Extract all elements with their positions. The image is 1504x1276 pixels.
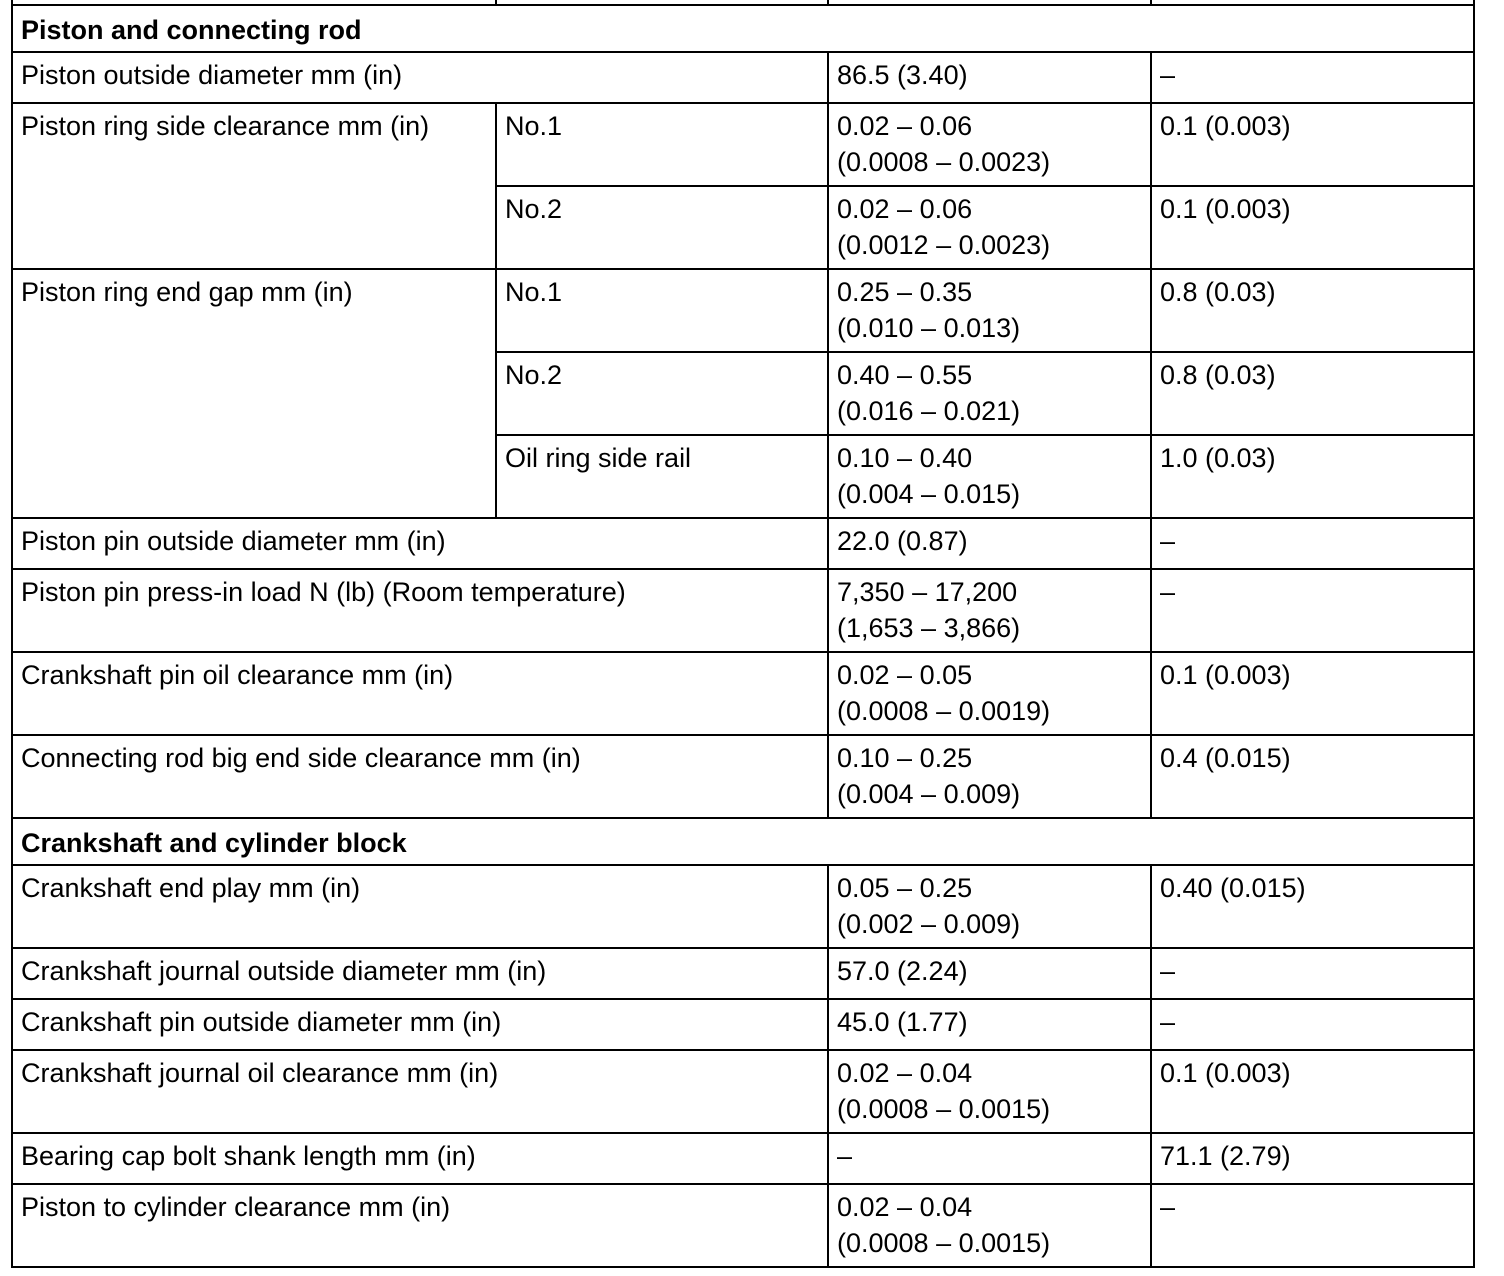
section-header-row [12, 5, 1474, 52]
specification-table [11, 0, 1475, 1268]
section-title: Piston and connecting rod [12, 5, 1474, 52]
standard-value-line: (0.002 – 0.009) [837, 909, 1021, 939]
standard-value-line: (0.004 – 0.015) [837, 479, 1021, 509]
table-row [12, 569, 1474, 652]
limit-value: 0.40 (0.015) [1151, 865, 1474, 948]
item-label: Piston pin outside diameter mm (in) [12, 518, 828, 569]
standard-value [828, 435, 1151, 518]
standard-value-line: 57.0 (2.24) [837, 956, 968, 986]
item-label: Piston pin press-in load N (lb) (Room temperature) [12, 569, 828, 652]
standard-value-line: 86.5 (3.40) [837, 60, 968, 90]
standard-value [828, 52, 1151, 103]
standard-value-line: (0.0008 – 0.0015) [837, 1228, 1051, 1258]
standard-value [828, 999, 1151, 1050]
sub-item-label: No.2 [496, 186, 828, 269]
standard-value-line: – [837, 1141, 853, 1171]
item-label: Crankshaft journal oil clearance mm (in) [12, 1050, 828, 1133]
table-row [12, 652, 1474, 735]
limit-value: 0.1 (0.003) [1151, 652, 1474, 735]
table-row [12, 103, 1474, 186]
sub-item-label: No.1 [496, 269, 828, 352]
standard-value-line: (0.010 – 0.013) [837, 313, 1021, 343]
standard-value-line: 0.40 – 0.55 [837, 360, 973, 390]
standard-value-line: 0.10 – 0.25 [837, 743, 973, 773]
standard-value-line: (0.0008 – 0.0023) [837, 147, 1051, 177]
standard-value-line: 45.0 (1.77) [837, 1007, 968, 1037]
sub-item-label: No.2 [496, 352, 828, 435]
limit-value: 0.1 (0.003) [1151, 186, 1474, 269]
standard-value [828, 865, 1151, 948]
standard-value-line: (1,653 – 3,866) [837, 613, 1021, 643]
standard-value-line: 0.05 – 0.25 [837, 873, 973, 903]
item-label: Piston ring end gap mm (in) [12, 269, 496, 518]
standard-value-line: 0.25 – 0.35 [837, 277, 973, 307]
table-row [12, 52, 1474, 103]
limit-value: – [1151, 569, 1474, 652]
standard-value-line: (0.0008 – 0.0019) [837, 696, 1051, 726]
standard-value [828, 186, 1151, 269]
table-row [12, 269, 1474, 352]
item-label: Piston outside diameter mm (in) [12, 52, 828, 103]
standard-value [828, 1184, 1151, 1267]
limit-value: 1.0 (0.03) [1151, 435, 1474, 518]
item-label: Connecting rod big end side clearance mm (in) [12, 735, 828, 818]
standard-value [828, 735, 1151, 818]
limit-value: – [1151, 999, 1474, 1050]
limit-value: 0.8 (0.03) [1151, 269, 1474, 352]
table-row [12, 518, 1474, 569]
standard-value-line: 0.02 – 0.05 [837, 660, 973, 690]
item-label: Bearing cap bolt shank length mm (in) [12, 1133, 828, 1184]
standard-value-line: (0.0012 – 0.0023) [837, 230, 1051, 260]
standard-value-line: 0.02 – 0.06 [837, 194, 973, 224]
standard-value-line: 0.02 – 0.06 [837, 111, 973, 141]
limit-value: – [1151, 948, 1474, 999]
standard-value-line: (0.016 – 0.021) [837, 396, 1021, 426]
limit-value: 0.1 (0.003) [1151, 103, 1474, 186]
standard-value-line: (0.0008 – 0.0015) [837, 1094, 1051, 1124]
section-header-row [12, 818, 1474, 865]
standard-value-line: 0.02 – 0.04 [837, 1192, 973, 1222]
standard-value [828, 948, 1151, 999]
limit-value: 0.8 (0.03) [1151, 352, 1474, 435]
standard-value [828, 652, 1151, 735]
standard-value-line: 0.02 – 0.04 [837, 1058, 973, 1088]
sub-item-label: Oil ring side rail [496, 435, 828, 518]
item-label: Crankshaft pin outside diameter mm (in) [12, 999, 828, 1050]
standard-value [828, 518, 1151, 569]
limit-value: 0.4 (0.015) [1151, 735, 1474, 818]
standard-value [828, 103, 1151, 186]
section-title: Crankshaft and cylinder block [12, 818, 1474, 865]
limit-value: – [1151, 1184, 1474, 1267]
item-label: Piston ring side clearance mm (in) [12, 103, 496, 269]
standard-value-line: 7,350 – 17,200 [837, 577, 1018, 607]
table-row [12, 1050, 1474, 1133]
table-row [12, 1133, 1474, 1184]
table-row [12, 865, 1474, 948]
table-row [12, 735, 1474, 818]
limit-value: – [1151, 52, 1474, 103]
standard-value-line: (0.004 – 0.009) [837, 779, 1021, 809]
standard-value [828, 269, 1151, 352]
item-label: Crankshaft end play mm (in) [12, 865, 828, 948]
standard-value-line: 0.10 – 0.40 [837, 443, 973, 473]
table-row [12, 948, 1474, 999]
table-row [12, 1184, 1474, 1267]
standard-value-line: 22.0 (0.87) [837, 526, 968, 556]
specification-table-body [12, 0, 1474, 1267]
limit-value: – [1151, 518, 1474, 569]
sub-item-label: No.1 [496, 103, 828, 186]
item-label: Piston to cylinder clearance mm (in) [12, 1184, 828, 1267]
standard-value [828, 1050, 1151, 1133]
item-label: Crankshaft journal outside diameter mm (in) [12, 948, 828, 999]
limit-value: 71.1 (2.79) [1151, 1133, 1474, 1184]
standard-value [828, 352, 1151, 435]
table-row [12, 999, 1474, 1050]
limit-value: 0.1 (0.003) [1151, 1050, 1474, 1133]
item-label: Crankshaft pin oil clearance mm (in) [12, 652, 828, 735]
standard-value [828, 1133, 1151, 1184]
standard-value [828, 569, 1151, 652]
